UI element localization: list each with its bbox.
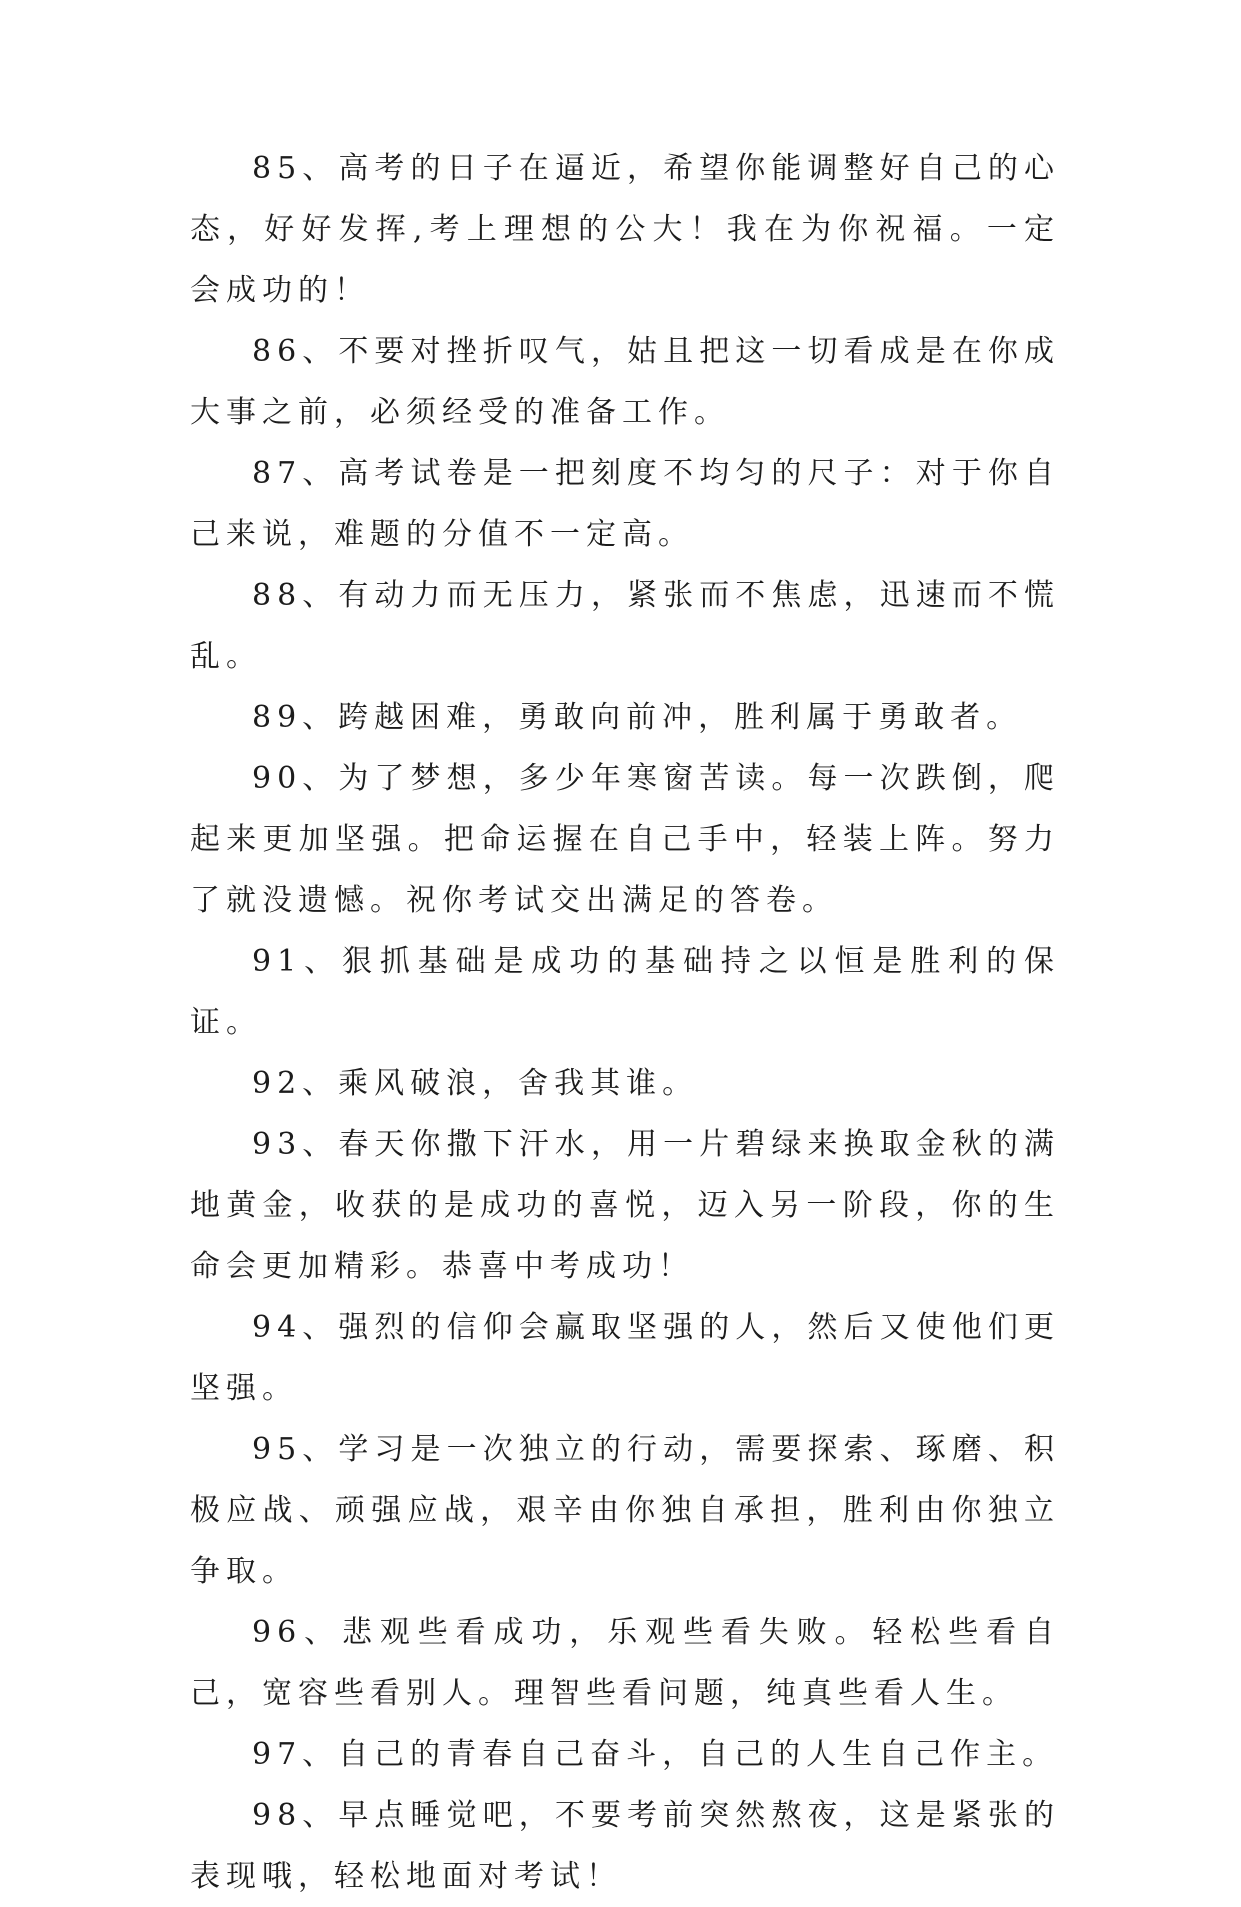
paragraph-93: 93、春天你撒下汗水，用一片碧绿来换取金秋的满地黄金，收获的是成功的喜悦，迈入另一阶段，你的生命会更加精彩。恭喜中考成功！ — [190, 1127, 1060, 1284]
paragraph-91: 91、狠抓基础是成功的基础持之以恒是胜利的保证。 — [190, 944, 1060, 1040]
paragraph-96: 96、悲观些看成功，乐观些看失败。轻松些看自己，宽容些看别人。理智些看问题，纯真些看人生。 — [190, 1615, 1060, 1711]
paragraph-85: 85、高考的日子在逼近，希望你能调整好自己的心态，好好发挥,考上理想的公大！我在为你祝福。一定会成功的！ — [190, 151, 1060, 308]
document-body — [190, 138, 1060, 1907]
paragraph-95: 95、学习是一次独立的行动，需要探索、琢磨、积极应战、顽强应战，艰辛由你独自承担，胜利由你独立争取。 — [190, 1432, 1060, 1589]
paragraph-92: 92、乘风破浪，舍我其谁。 — [252, 1066, 699, 1101]
paragraph-87: 87、高考试卷是一把刻度不均匀的尺子：对于你自己来说，难题的分值不一定高。 — [190, 456, 1060, 552]
paragraph-98: 98、早点睡觉吧，不要考前突然熬夜，这是紧张的表现哦，轻松地面对考试！ — [190, 1798, 1060, 1894]
paragraph-86: 86、不要对挫折叹气，姑且把这一切看成是在你成大事之前，必须经受的准备工作。 — [190, 334, 1060, 430]
paragraph-90: 90、为了梦想，多少年寒窗苦读。每一次跌倒，爬起来更加坚强。把命运握在自己手中，轻装上阵。努力了就没遗憾。祝你考试交出满足的答卷。 — [190, 761, 1060, 918]
paragraph-97: 97、自己的青春自己奋斗，自己的人生自己作主。 — [252, 1737, 1059, 1772]
paragraph-88: 88、有动力而无压力，紧张而不焦虑，迅速而不慌乱。 — [190, 578, 1060, 674]
paragraph-89: 89、跨越困难，勇敢向前冲，胜利属于勇敢者。 — [252, 700, 1023, 735]
paragraph-94: 94、强烈的信仰会赢取坚强的人，然后又使他们更坚强。 — [190, 1310, 1060, 1406]
